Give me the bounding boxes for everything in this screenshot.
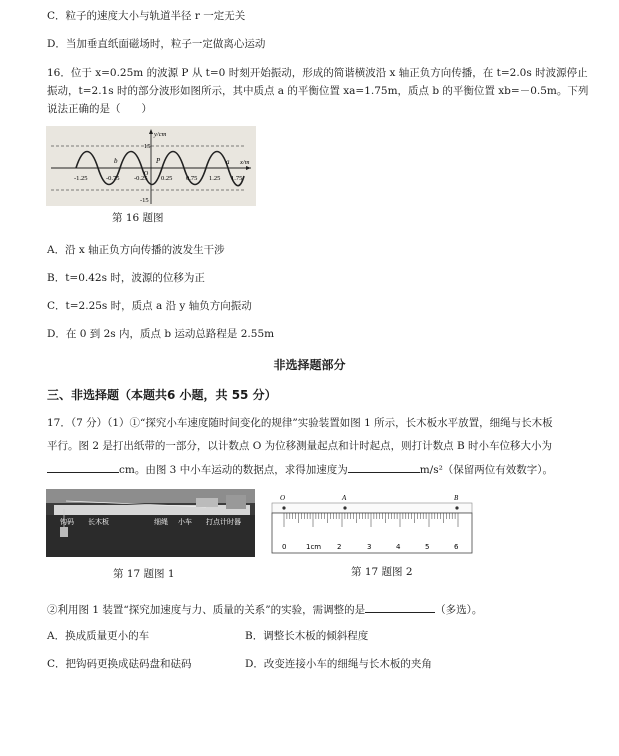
y-top-label: 15 bbox=[144, 143, 151, 150]
ruler-number: 4 bbox=[396, 543, 401, 551]
section-title: 非选择题部分 bbox=[273, 358, 346, 372]
tick-label: 1.75 bbox=[231, 175, 243, 182]
point-p-label: P bbox=[156, 157, 161, 165]
point-a-label: a bbox=[226, 158, 230, 166]
q17-figure-1-caption: 第 17 题图 1 bbox=[113, 568, 175, 580]
point-a-label: A bbox=[342, 494, 347, 502]
tick-label: 1.25 bbox=[209, 175, 221, 182]
q17-option-b: B．调整长木板的倾斜程度 bbox=[245, 630, 369, 642]
x-axis-label: x/m bbox=[240, 159, 250, 166]
q17-part2 bbox=[47, 601, 482, 617]
q15-option-c: C．粒子的速度大小与轨道半径 r 一定无关 bbox=[47, 10, 246, 22]
apparatus-photo bbox=[46, 489, 255, 557]
ruler bbox=[272, 513, 472, 553]
tick-label: 0.75 bbox=[186, 175, 198, 182]
q16-option-b: B．t=0.42s 时，波源的位移为正 bbox=[47, 272, 205, 284]
q16-option-c: C．t=2.25s 时，质点 a 沿 y 轴负方向振动 bbox=[47, 300, 252, 312]
ruler-number: 6 bbox=[454, 543, 459, 551]
q16-stem-line-2: 振动，t=2.1s 时的部分波形如图所示，其中质点 a 的平衡位置 xa=1.75m，质点 b 的平衡位置 xb=－0.5m。下列 bbox=[47, 85, 589, 97]
tick-label: 0.25 bbox=[161, 175, 173, 182]
q16-option-d: D．在 0 到 2s 内，质点 b 运动总路程是 2.55m bbox=[47, 328, 275, 340]
q17-line-2: 平行。图 2 是打出纸带的一部分，以计数点 O 为位移测量起点和计时起点，则打计数点 B 时小车位移大小为 bbox=[47, 440, 553, 452]
ruler-number: 3 bbox=[367, 543, 372, 551]
y-bottom-label: -15 bbox=[140, 197, 149, 204]
wave-graph bbox=[46, 126, 256, 206]
y-axis-label: y/cm bbox=[154, 131, 167, 138]
q17-option-d: D．改变连接小车的细绳与长木板的夹角 bbox=[245, 658, 432, 670]
q17-line-3-a: cm。由图 3 中小车运动的数据点，求得加速度为 bbox=[119, 464, 348, 476]
label-cart: 小车 bbox=[178, 518, 192, 526]
q16-stem-line-3: 说法正确的是（ ） bbox=[47, 103, 152, 115]
q16-stem-line-1: 16．位于 x=0.25m 的波源 P 从 t=0 时刻开始振动，形成的简谐横波沿 x 轴正负方向传播，在 t=2.0s 时波源停止 bbox=[47, 67, 588, 79]
q17-option-c: C．把钩码更换成砝码盘和砝码 bbox=[47, 658, 192, 670]
ruler-number: 2 bbox=[337, 543, 342, 551]
answer-blank-displacement[interactable] bbox=[47, 461, 119, 473]
ruler-number: 0 bbox=[282, 543, 287, 551]
q16-figure-caption: 第 16 题图 bbox=[112, 212, 164, 224]
label-hook-weights: 钩码 bbox=[60, 518, 74, 526]
tape-ruler bbox=[270, 491, 475, 556]
q15-option-d: D．当加垂直纸面磁场时，粒子一定做离心运动 bbox=[47, 38, 266, 50]
q16-wave-figure bbox=[46, 126, 256, 206]
point-b-label: b bbox=[114, 157, 118, 165]
answer-blank-multi-select[interactable] bbox=[365, 601, 435, 613]
q17-line-1: 17．（7 分）（1）①“探究小车速度随时间变化的规律”实验装置如图 1 所示，长木板水平放置，细绳与长木板 bbox=[47, 417, 553, 429]
q17-figure-1 bbox=[46, 489, 255, 557]
q16-option-a: A．沿 x 轴正负方向传播的波发生干涉 bbox=[47, 244, 225, 256]
tick-label: -0.75 bbox=[106, 175, 120, 182]
tick-label: -1.25 bbox=[74, 175, 88, 182]
point-b-label: B bbox=[454, 494, 459, 502]
label-board: 长木板 bbox=[88, 518, 109, 526]
origin-label: O bbox=[144, 171, 149, 177]
answer-blank-acceleration[interactable] bbox=[348, 461, 420, 473]
q17-part2-suffix: （多选）。 bbox=[435, 604, 483, 616]
ruler-number: 1cm bbox=[306, 543, 322, 551]
q17-figure-2-caption: 第 17 题图 2 bbox=[351, 566, 413, 578]
q17-option-a: A．换成质量更小的车 bbox=[47, 630, 150, 642]
q17-figure-2 bbox=[270, 491, 475, 556]
label-timer: 打点计时器 bbox=[206, 518, 241, 526]
tick-label: -0.25 bbox=[134, 175, 148, 182]
label-string: 细绳 bbox=[154, 518, 168, 526]
part3-title: 三、非选择题（本题共6 小题，共 55 分） bbox=[47, 388, 277, 402]
point-o-label: O bbox=[280, 494, 286, 502]
q17-line-3-b: m/s²（保留两位有效数字）。 bbox=[419, 464, 554, 476]
q17-part2-text: ②利用图 1 装置“探究加速度与力、质量的关系”的实验，需调整的是 bbox=[47, 604, 366, 616]
ruler-number: 5 bbox=[425, 543, 430, 551]
q17-line-3 bbox=[47, 461, 553, 477]
